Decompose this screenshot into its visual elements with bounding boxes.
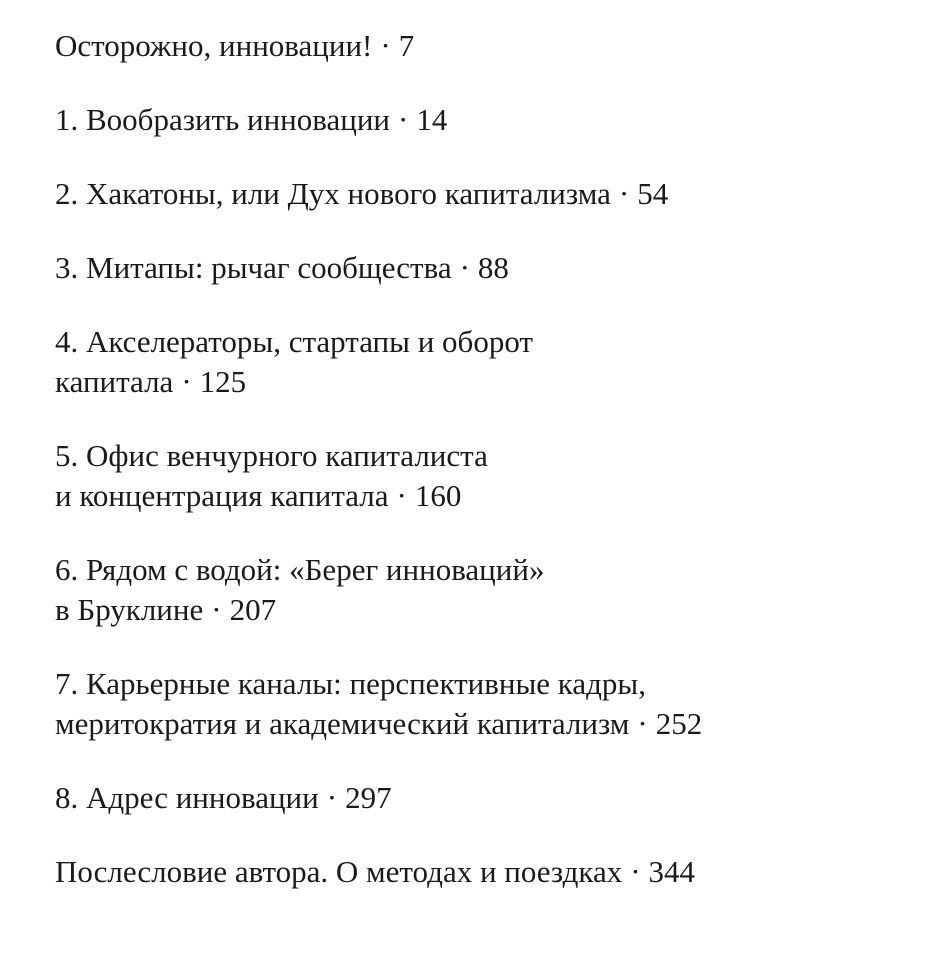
toc-page-number: 297 (345, 780, 392, 815)
toc-entry (55, 436, 915, 516)
toc-entry-title-line-1: 4. Акселераторы, стартапы и оборот (55, 324, 533, 359)
toc-entry (55, 664, 915, 744)
toc-separator: · (459, 250, 470, 285)
toc-entry-title-line-1: 7. Карьерные каналы: перспективные кадры, (55, 666, 646, 701)
table-of-contents (55, 26, 915, 926)
toc-page-number: 125 (199, 364, 247, 399)
toc-page-number: 54 (637, 176, 669, 211)
toc-separator: · (637, 706, 648, 741)
toc-page-number: 160 (414, 478, 462, 513)
toc-entry-title: 2. Хакатоны, или Дух нового капитализма (55, 176, 611, 211)
toc-separator: · (181, 364, 192, 399)
toc-separator: · (211, 592, 222, 627)
toc-entry-title: 8. Адрес инновации (55, 780, 319, 815)
toc-entry-title-line-2: капитала (55, 364, 174, 399)
toc-entry (55, 852, 915, 892)
toc-entry (55, 248, 915, 288)
toc-entry-title: Послесловие автора. О методах и поездках (55, 854, 623, 889)
toc-page-number: 344 (648, 854, 696, 889)
toc-entry-title-line-2: и концентрация капитала (55, 478, 389, 513)
toc-separator: · (630, 854, 641, 889)
toc-entry-title: 1. Вообразить инновации (55, 102, 391, 137)
toc-separator: · (326, 780, 338, 815)
toc-entry (55, 778, 915, 818)
toc-separator: · (396, 478, 407, 513)
toc-entry-title: Осторожно, инновации! (55, 28, 373, 63)
toc-entry (55, 550, 915, 630)
toc-entry-title-line-1: 5. Офис венчурного капиталиста (55, 438, 488, 473)
toc-page-number: 14 (416, 102, 448, 137)
toc-page-number: 207 (229, 592, 277, 627)
toc-separator: · (618, 176, 630, 211)
toc-page-number: 7 (398, 28, 415, 63)
toc-entry (55, 100, 915, 140)
toc-page-number: 88 (477, 250, 509, 285)
toc-entry-title-line-1: 6. Рядом с водой: «Берег инноваций» (55, 552, 545, 587)
toc-entry (55, 26, 915, 66)
toc-separator: · (398, 102, 409, 137)
toc-entry-title-line-2: в Бруклине (55, 592, 204, 627)
toc-page-number: 252 (655, 706, 703, 741)
toc-separator: · (380, 28, 391, 63)
toc-entry (55, 322, 915, 402)
toc-entry-title: 3. Митапы: рычаг сообщества (55, 250, 452, 285)
toc-entry (55, 174, 915, 214)
toc-entry-title-line-2: меритократия и академический капитализм (55, 706, 630, 741)
